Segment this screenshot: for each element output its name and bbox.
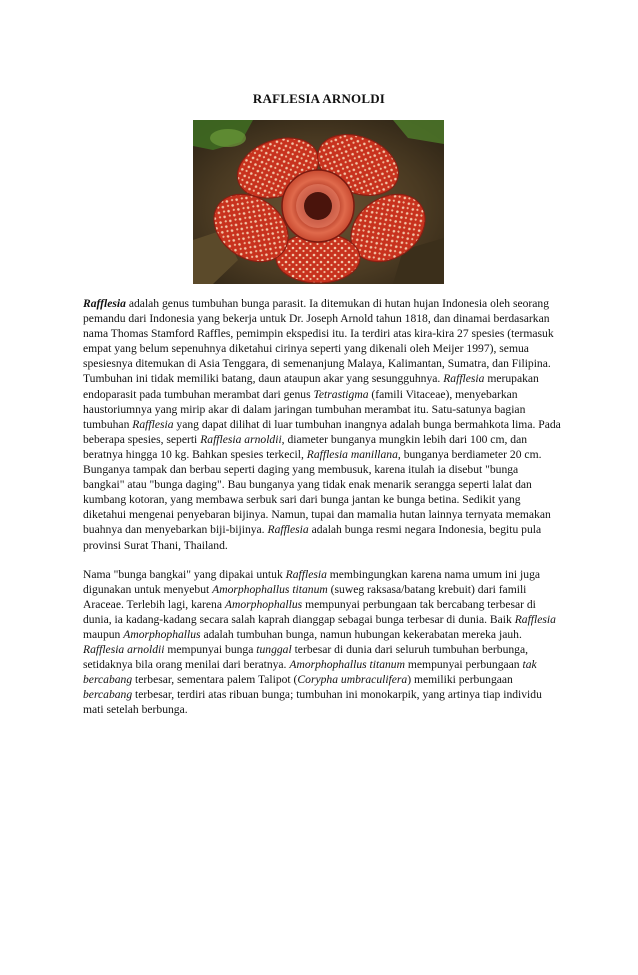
text-run: Rafflesia <box>83 297 126 310</box>
text-run: maupun <box>83 627 124 641</box>
text-run: adalah tumbuhan bunga, namun hubungan kekerabatan mereka jauh. <box>200 627 522 641</box>
text-run: , bunganya berdiameter 20 cm. Bunganya tampak dan berbau seperti daging yang membusuk, karena itulah ia disebut "bunga bangkai" atau "bunga daging". Bau bunganya yang tidak enak menarik serangga seperti lalat dan kumbang kotoran, yang membawa serbuk sari dari bunga jantan ke bunga betina. Sedikit yang diketahui mengenai penyebaran bijinya. Namun, tupai dan mamalia hutan lainnya ternyata memakan buahnya dan menyebarkan biji-bijinya. <box>83 447 551 537</box>
text-run: Rafflesia manillana <box>306 447 398 461</box>
text-run: (suweg raksasa/batang krebuit) dari famili Araceae. Terlebih lagi, karena <box>83 582 527 611</box>
rafflesia-photo <box>193 120 444 284</box>
text-run: Rafflesia <box>285 567 327 581</box>
text-run: mempunyai perbungaan <box>404 658 523 672</box>
text-run: merupakan endoparasit pada tumbuhan merambat dari genus <box>83 372 539 401</box>
text-run: mempunyai perbungaan tak bercabang terbesar di dunia, ia kadang-kadang secara salah kaprah dianggap sebagai bunga terbesar di dunia. Baik <box>83 597 536 626</box>
body-text <box>83 296 561 732</box>
text-run: yang dapat dilihat di luar tumbuhan inangnya adalah bunga bermahkota lima. Pada beberapa spesies, seperti <box>83 417 561 446</box>
text-run: adalah genus tumbuhan bunga parasit. Ia ditemukan di hutan hujan Indonesia oleh seorang pemandu dari Indonesia yang bekerja untuk Dr. Joseph Arnold tahun 1818, dan dinamai berdasarkan nama Thomas Stamford Raffles, pemimpin ekspedisi itu. Ia terdiri atas kira-kira 27 spesies (termasuk empat yang belum sepenuhnya diketahui cirinya seperti yang dikenali oleh Meijer 1997), semua spesiesnya ditemukan di Asia Tenggara, di semenanjung Malaya, Kalimantan, Sumatra, dan Filipina. Tumbuhan ini tidak memiliki batang, daun ataupun akar yang sesungguhnya. <box>83 297 554 386</box>
text-run: mempunyai bunga <box>164 643 257 657</box>
text-run: Tetrastigma <box>313 387 369 401</box>
text-run: Amorphophallus titanum <box>289 658 405 672</box>
text-run: terbesar di dunia dari seluruh tumbuhan berbunga, setidaknya bila orang menilai dari beratnya. <box>83 643 529 672</box>
text-run: tak bercabang <box>83 658 537 687</box>
text-run: terbesar, sementara palem Talipot ( <box>132 673 298 687</box>
text-run: bercabang <box>83 688 133 702</box>
text-run: Amorphophallus <box>123 627 201 641</box>
text-run: terbesar, terdiri atas ribuan bunga; tumbuhan ini monokarpik, yang artinya tiap individu mati setelah berbunga. <box>83 688 542 717</box>
text-run: Rafflesia <box>514 612 556 626</box>
text-run: Rafflesia arnoldii <box>83 643 165 657</box>
text-run: tunggal <box>256 643 292 657</box>
document-title: RAFLESIA ARNOLDI <box>252 91 386 106</box>
text-run: Amorphophallus <box>224 597 303 611</box>
text-run: Rafflesia <box>132 417 174 431</box>
text-run: membingungkan karena nama umum ini juga digunakan untuk menyebut <box>83 567 541 596</box>
text-run: Amorphophallus titanum <box>212 582 328 596</box>
text-run: (famili Vitaceae), menyebarkan haustoriumnya yang mirip akar di dalam jaringan tumbuhan merambat itu. Satu-satunya bagian tumbuhan <box>83 387 526 431</box>
paragraph-1 <box>83 296 561 553</box>
text-run: adalah bunga resmi negara Indonesia, begitu pula provinsi Surat Thani, Thailand. <box>83 523 542 552</box>
paragraph-2 <box>83 567 561 718</box>
text-run: Corypha umbraculifera <box>297 673 408 687</box>
text-run: ) memiliki perbungaan <box>407 673 513 687</box>
text-run: Rafflesia arnoldii <box>200 432 282 446</box>
text-run: Rafflesia <box>267 523 309 537</box>
text-run: , diameter bunganya mungkin lebih dari 100 cm, dan beratnya hingga 10 kg. Bahkan spesies terkecil, <box>83 432 528 461</box>
text-run: Rafflesia <box>443 372 485 386</box>
text-run: Nama "bunga bangkai" yang dipakai untuk <box>83 567 286 581</box>
